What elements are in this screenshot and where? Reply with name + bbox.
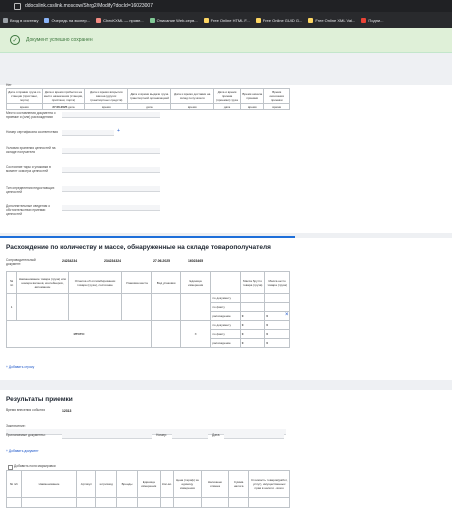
cell[interactable] [180, 294, 211, 321]
url-text[interactable]: ddocslink.csslink.moscow/Shrg2/Modify?docId=16023007 [25, 3, 153, 9]
number-input[interactable] [172, 433, 208, 439]
date-value[interactable]: 27.06.2025 [52, 104, 68, 109]
cell[interactable] [137, 498, 160, 508]
col-header: Время начала приемки [241, 89, 264, 104]
col-header: Единица измерения [137, 471, 160, 498]
col-header: Дата отправки груза со станции (пристани, порта) [8, 90, 41, 102]
bookmark-7[interactable]: Подпи... [361, 18, 383, 23]
page-icon [256, 18, 261, 23]
row-number: 1 [7, 294, 17, 321]
col-header: Отметка об опломбировании товара (груза), состояние [68, 272, 122, 294]
col-header: Сумма налога [228, 471, 249, 498]
field-shortage-input[interactable] [62, 186, 160, 192]
accomp-doc-value-3[interactable]: 27.06.2025 [153, 259, 170, 263]
row-label: расхождение [211, 312, 240, 321]
success-alert [0, 28, 452, 53]
field-shortage-label: Тип определения недостающих ценностей [6, 186, 55, 195]
apps-icon [3, 18, 8, 23]
bookmark-3[interactable]: Описание Web-серв... [150, 18, 198, 23]
page-icon [361, 18, 366, 23]
results-title: Результаты приемки [6, 396, 73, 403]
accomp-doc-value-2[interactable]: 234234324 [104, 259, 121, 263]
check-circle-icon: ✓ [10, 35, 20, 45]
col-header: Артикул [77, 471, 96, 498]
row-label: по документу [211, 321, 240, 330]
number-label: Номер: [156, 433, 168, 437]
cell[interactable] [122, 294, 152, 321]
x-mark: X [180, 321, 211, 348]
col-header: Дата и время приема (приемки) груза [214, 89, 241, 104]
zero-value: 0 [265, 339, 290, 348]
zero-value: 0 [240, 339, 265, 348]
cell[interactable] [21, 498, 77, 508]
zero-value: 0 [265, 312, 290, 321]
field-cert-label: Номер сертификата соответствия [6, 130, 58, 134]
dates-table [6, 88, 290, 110]
docs-input[interactable] [62, 433, 152, 439]
docs-label: Прилагаемые документы: [6, 433, 46, 437]
row-label: расхождение [211, 339, 240, 348]
field-cert-input[interactable] [62, 130, 114, 136]
zero-value: 0 [240, 321, 265, 330]
col-header: Единица измерения [180, 272, 211, 294]
cell[interactable] [173, 498, 202, 508]
zero-value: 0 [240, 330, 265, 339]
field-storage-input[interactable] [62, 148, 160, 154]
row-label: по документу [211, 294, 240, 303]
add-row-link[interactable]: + Добавить строку [6, 365, 35, 369]
accomp-doc-value-1[interactable]: 24234234 [62, 259, 78, 263]
page-icon [150, 18, 155, 23]
card-results [0, 390, 452, 512]
cell[interactable] [68, 294, 122, 321]
page-icon [204, 18, 209, 23]
cell[interactable]: время [264, 104, 290, 110]
cell[interactable] [160, 498, 173, 508]
col-header: Упаковка места [122, 272, 152, 294]
col-header: Масса брутто товара (груза) [240, 272, 265, 294]
results-table [6, 470, 290, 508]
cell[interactable]: время [7, 104, 43, 110]
accomp-doc-label: Сопроводительный документ: [6, 258, 36, 267]
col-header: Кол-во [160, 471, 173, 498]
cell[interactable] [117, 498, 138, 508]
conclusion-label: Заключение: [6, 424, 26, 428]
field-package-label: Состояние тары и упаковки в момент осмотра ценностей [6, 165, 51, 174]
col-header: № пп [7, 272, 17, 294]
zero-value: 0 [265, 321, 290, 330]
alert-message: Документ успешно сохранен [26, 37, 93, 43]
time-label: Время внесения события [6, 408, 45, 412]
cell[interactable]: дата [214, 104, 241, 110]
lock-icon [14, 3, 21, 10]
bookmark-6[interactable]: Free Online XML Val... [308, 18, 355, 23]
discrepancy-table [6, 271, 290, 348]
cell[interactable]: 27.06.2025 дата [42, 104, 85, 110]
col-header: Дата и время вскрытия вагона (других транспортных средств) [85, 89, 128, 104]
bookmark-2[interactable]: ChecKXML — прове... [96, 18, 144, 23]
zero-value: 0 [265, 330, 290, 339]
col-header: Масса нетто товара (груза) [265, 272, 290, 294]
card-dates [0, 85, 452, 233]
field-extra-label: Дополнительные сведения о обстоятельствах приемки ценностей [6, 204, 51, 217]
bookmark-0[interactable]: Вход в систему [3, 18, 38, 23]
col-header: Время окончания приемки [264, 89, 290, 104]
col-header: Дата и время доставки на склад получателя [171, 89, 214, 104]
date-input[interactable] [224, 433, 284, 439]
cell[interactable] [202, 498, 229, 508]
col-header: Наименование товара (груза) или номера вагонов, контейнеров, автомашин [17, 272, 68, 294]
cell[interactable] [152, 294, 180, 321]
col-header: Наименование [21, 471, 77, 498]
discrepancy-title: Расхождение по количеству и массе, обнаруженные на складе товарополучателя [6, 244, 271, 251]
col-header: Вид упаковки [152, 272, 180, 294]
cell[interactable] [265, 294, 290, 303]
bookmarks-bar [0, 12, 452, 28]
cell[interactable] [96, 498, 117, 508]
cell[interactable]: время [171, 104, 214, 110]
marking-checkbox-label: Добавить поля маркировки [14, 464, 56, 468]
bookmark-4[interactable]: Free Online HTML F... [204, 18, 250, 23]
cell[interactable]: время [241, 104, 264, 110]
col-header: № п/п [7, 471, 22, 498]
col-header: Дата и время выдачи груза транспортной организацией [128, 89, 171, 104]
page-icon [308, 18, 313, 23]
col-header: Дата и время прибытия на место назначения (станции, пристани, порта) [43, 90, 83, 102]
col-header: Цена (тариф) за единицу измерения [173, 471, 202, 498]
col-header: Наложено отмена [202, 471, 229, 498]
hidden-label: Нет [6, 83, 12, 87]
field-storage-label: Условия хранения ценностей на складе получателя [6, 146, 56, 155]
field-extra-input[interactable] [62, 205, 160, 211]
bookmark-1[interactable]: Очередь на экспер... [44, 18, 90, 23]
remove-row-icon[interactable]: × [285, 312, 289, 318]
cell[interactable]: время [85, 104, 128, 110]
cell[interactable] [249, 498, 290, 508]
cell[interactable] [7, 498, 22, 508]
field-place-input[interactable] [62, 112, 160, 118]
cell[interactable] [228, 498, 249, 508]
col-header: Стоимость товаров(работ, услуг), имущественных прав в налоги - всего [249, 471, 290, 498]
col-header [211, 272, 240, 294]
add-cert-icon[interactable]: + [117, 128, 120, 134]
add-doc-link[interactable]: + Добавить документ [6, 449, 39, 453]
browser-address-bar[interactable] [0, 0, 452, 12]
page-icon [44, 18, 49, 23]
cell[interactable] [265, 303, 290, 312]
cell[interactable] [240, 294, 265, 303]
cell[interactable] [77, 498, 96, 508]
date-label: Дата: [212, 433, 221, 437]
field-place-label: Место составления документа о приемке и (или) расхождениях [6, 111, 56, 120]
total-label: ИТОГО: [7, 321, 152, 348]
accomp-doc-value-4[interactable]: 16023465 [188, 259, 204, 263]
row-label: по факту [211, 330, 240, 339]
cell[interactable] [240, 303, 265, 312]
zero-value: 0 [240, 312, 265, 321]
bookmark-5[interactable]: Free Online GUID G... [256, 18, 303, 23]
row-label: по факту [211, 303, 240, 312]
col-header: Бренды [117, 471, 138, 498]
field-package-input[interactable] [62, 167, 160, 173]
page-icon [96, 18, 101, 23]
card-discrepancy [0, 238, 452, 380]
col-header: штрихкод [96, 471, 117, 498]
cell [152, 321, 180, 348]
cell[interactable] [17, 294, 68, 321]
cell[interactable]: дата [128, 104, 171, 110]
time-value[interactable]: 12313 [62, 409, 72, 413]
